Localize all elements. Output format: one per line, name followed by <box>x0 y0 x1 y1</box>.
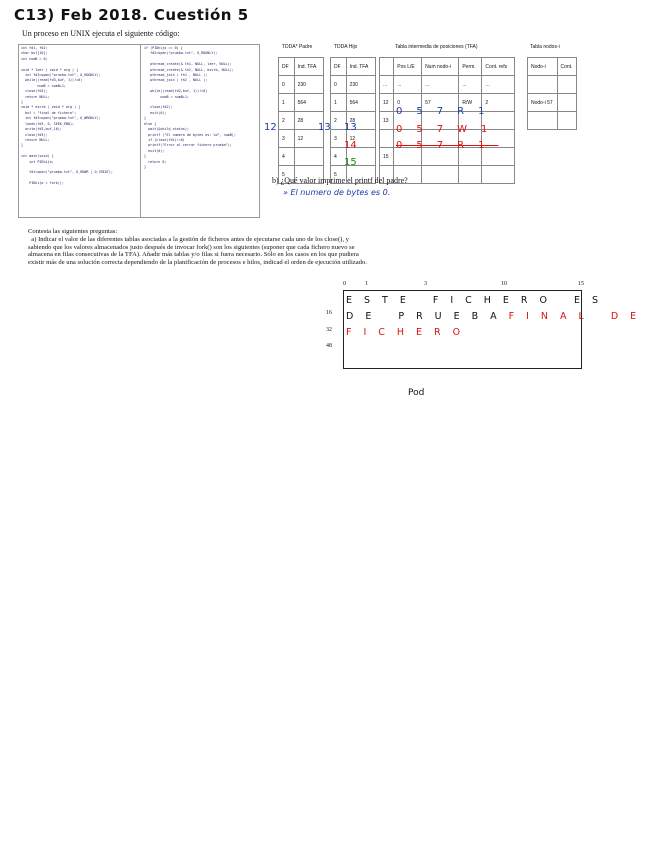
table-header-cell: DF <box>331 58 347 76</box>
table-cell: 3 <box>331 130 347 148</box>
code-line: return 0; <box>144 159 167 164</box>
table-cell: 12 <box>294 130 323 148</box>
table-header-cell: DF <box>279 58 295 76</box>
table-cell: 564 <box>346 94 375 112</box>
code-line: numB = numB+1; <box>21 83 66 88</box>
handwritten-value: 1 <box>478 140 499 151</box>
table-cell <box>557 112 577 130</box>
code-line: else { <box>144 121 157 126</box>
code-line: if (PIDhijo == 0) { <box>144 46 183 50</box>
table-cell: 12 <box>346 130 375 148</box>
left-mark-hijo: 13 <box>318 122 331 133</box>
table-row <box>528 112 577 130</box>
code-line: void * escrb ( void * arg ) { <box>21 105 81 110</box>
grid-row-2 <box>346 311 648 322</box>
table-cell <box>528 76 558 94</box>
table-cell: ... <box>482 76 515 94</box>
code-line: printf("Error al cerrar fichero prueba"); <box>144 143 232 148</box>
handwritten-value: 0 <box>396 124 417 135</box>
grid-row-2-red: FINAL DE <box>508 311 648 322</box>
table-header-cell: Ind. TFA <box>346 58 375 76</box>
table-cell <box>422 166 459 184</box>
table-cell: 0 <box>331 76 347 94</box>
grid-row-1: ESTE FICHERO ES <box>346 295 611 306</box>
grid-tick-3: 3 <box>424 281 427 287</box>
tfa-table <box>379 57 515 184</box>
code-line: pthread_join ( th1 , NULL ); <box>144 73 208 78</box>
table-cell: ... <box>380 76 394 94</box>
code-line: fd2=open("prueba.txt", O_RDONLY); <box>144 51 218 56</box>
question-b: b) ¿Qué valor imprime el printf del padre? <box>272 176 408 185</box>
table-cell: 5 <box>331 166 347 184</box>
code-line: close(fd3); <box>21 89 48 94</box>
table-cell: 2 <box>279 112 295 130</box>
handwritten-value: R <box>457 140 479 151</box>
questions-text: Contesta las siguientes preguntas: a) Indicar el valor de las diferentes tablas asociadas a la gestión de ficheros antes de ejecutarse cada uno de los close(), y sabiendo que los valores almacenados justo después de invocar fork() son los siguientes (suponer que cada fichero nuevo se almacena en filas consecutivas de la TFA). Añadir más tablas y/o filas si fuera necesario. Sólo en los casos en los que pudiera existir más de una solución correcta dependiendo de la planificación de procesos e hilos, indicad el orden de ejecución utilizado. <box>28 228 367 267</box>
table-cell: 230 <box>346 76 375 94</box>
code-line: return NULL; <box>21 94 50 99</box>
code-line: int fd3=open("prueba.txt", O_WRONLY); <box>21 116 101 121</box>
table-cell: 28 <box>346 112 375 130</box>
table-header-row <box>380 58 515 76</box>
table-row <box>279 94 324 112</box>
intro-text: Un proceso en UNIX ejecuta el siguiente código: <box>22 29 180 38</box>
code-listing <box>18 44 260 218</box>
table-header-cell: Ind. TFA <box>294 58 323 76</box>
bottom-scribble: Pod <box>408 388 425 398</box>
code-line: pthread_create(& th1, NULL, leer, NULL); <box>144 62 232 67</box>
code-line: exit(0); <box>144 110 167 115</box>
table-cell <box>557 94 577 112</box>
tfa-row14-handwritten <box>396 124 501 135</box>
nodos-table <box>527 57 577 130</box>
code-line: pthread_join ( th2 , NULL ); <box>144 78 208 83</box>
grid-tick-15: 15 <box>578 281 584 287</box>
code-line: } <box>21 100 24 105</box>
table-cell: 4 <box>279 148 295 166</box>
table-cell: 2 <box>482 94 515 112</box>
tfa-title: Tabla intermedia de posiciones (TFA) <box>395 44 478 50</box>
tdda-padre-table <box>278 57 324 184</box>
table-header-row <box>279 58 324 76</box>
table-cell: ... <box>394 76 422 94</box>
code-line: int PIDhijo; <box>21 159 54 164</box>
tdda-padre-title: TDDA* Padre <box>282 44 313 50</box>
code-line: } <box>144 164 147 169</box>
table-cell: 564 <box>294 94 323 112</box>
tdda-hijo-title: TDDA Hijo <box>334 44 358 50</box>
table-cell: 230 <box>294 76 323 94</box>
handwritten-value: R <box>457 106 479 117</box>
code-divider <box>140 45 141 217</box>
code-line: numB = numB+1; <box>144 94 189 99</box>
grid-tick-0: 0 <box>343 281 346 287</box>
table-cell: R/W <box>459 94 482 112</box>
tfa-row15-handwritten <box>396 140 498 151</box>
code-line: int fd3=open("prueba.txt", O_RDONLY); <box>21 73 101 78</box>
handwritten-value: 57 <box>416 106 458 117</box>
table-header-cell: Nodo-i <box>528 58 558 76</box>
table-row <box>380 76 515 94</box>
code-line: pthread_create(& th2, NULL, escrb, NULL); <box>144 67 234 72</box>
code-line: if (close(fd1)!=0) <box>144 137 185 142</box>
table-cell: 1 <box>279 94 295 112</box>
handwritten-value: 57 <box>416 140 458 151</box>
table-cell: ... <box>422 76 459 94</box>
table-cell <box>482 166 515 184</box>
table-cell: 4 <box>331 148 347 166</box>
handwritten-value: W <box>457 124 481 135</box>
table-header-cell <box>380 58 394 76</box>
table-cell: 3 <box>279 130 295 148</box>
handwritten-value: 0 <box>396 106 417 117</box>
left-mark-padre: 12 <box>264 122 277 133</box>
grid-row-3: FICHERO <box>346 327 473 338</box>
code-line: } <box>21 143 24 148</box>
table-cell: 15 <box>380 148 394 166</box>
code-right-column <box>144 46 236 170</box>
code-line: void * leer ( void * arg ) { <box>21 67 79 72</box>
table-cell: 0 <box>394 94 422 112</box>
table-cell: Nodo-i 57 <box>528 94 558 112</box>
code-line: char buf[10]; <box>21 51 48 56</box>
answer-b: » El numero de bytes es 0. <box>283 188 391 197</box>
code-left-column <box>21 46 113 187</box>
hijo-row5-annotation: 15 <box>344 157 357 168</box>
code-line: PIDhijo = fork(); <box>21 181 64 186</box>
table-cell: 2 <box>331 112 347 130</box>
code-line: return NULL; <box>21 137 50 142</box>
code-line: buf = "final de fichero"; <box>21 110 77 115</box>
tfa-row13-handwritten <box>396 106 498 117</box>
table-header-cell: Cont. refs <box>482 58 515 76</box>
table-row <box>331 94 376 112</box>
table-row <box>279 130 324 148</box>
code-line: fd1=open("prueba.txt", O_RDWR | O_CREAT); <box>21 170 113 175</box>
table-cell <box>557 76 577 94</box>
code-line: printf ("El numero de bytes es: %d", numB); <box>144 132 236 137</box>
hijo-row4-annotation: 14 <box>344 140 357 151</box>
table-cell: 0 <box>279 76 295 94</box>
code-line: int fd1, fd2; <box>21 46 48 50</box>
table-cell: 13 <box>380 112 394 130</box>
file-content-grid <box>343 290 648 369</box>
table-header-cell: Perm. <box>459 58 482 76</box>
grid-row-tick-16: 16 <box>326 310 332 316</box>
handwritten-value: 0 <box>396 140 417 151</box>
code-line: while((read(fd2,buf, 1))!=0) <box>144 89 208 94</box>
code-line: write(fd3,buf,16); <box>21 127 62 132</box>
table-header-row <box>331 58 376 76</box>
grid-row-tick-48: 48 <box>326 343 332 349</box>
code-line: } <box>144 154 147 159</box>
code-line: lseek(fd3, 0, SEEK_END); <box>21 121 75 126</box>
grid-tick-10: 10 <box>501 281 507 287</box>
table-cell <box>528 112 558 130</box>
table-header-cell: Pos L/E <box>394 58 422 76</box>
grid-tick-1: 1 <box>365 281 368 287</box>
table-cell: 57 <box>422 94 459 112</box>
handwritten-value: 57 <box>416 124 458 135</box>
grid-row-tick-32: 32 <box>326 327 332 333</box>
table-cell <box>294 148 323 166</box>
table-cell: ... <box>459 76 482 94</box>
code-line: exit(0); <box>144 148 165 153</box>
table-cell: 28 <box>294 112 323 130</box>
table-cell: 1 <box>331 94 347 112</box>
table-row <box>279 148 324 166</box>
table-cell: 5 <box>279 166 295 184</box>
table-row <box>331 76 376 94</box>
table-cell: 12 <box>380 94 394 112</box>
code-line: } <box>144 116 147 121</box>
table-cell <box>380 130 394 148</box>
table-row <box>528 94 577 112</box>
handwritten-value: 1 <box>481 124 502 135</box>
code-line: close(fd2); <box>144 105 173 110</box>
code-line: int main(void) { <box>21 154 54 159</box>
table-header-row <box>528 58 577 76</box>
page-title: C13) Feb 2018. Cuestión 5 <box>14 6 249 24</box>
code-line: while((read(fd3,buf, 1))!=0) <box>21 78 83 83</box>
code-line: int numB = 0; <box>21 56 48 61</box>
hijo-row3-annotation: 13 <box>344 122 357 133</box>
nodos-title: Tabla nodos-i <box>530 44 560 50</box>
grid-row-2-black: DE PRUEBA <box>346 311 509 322</box>
table-row <box>528 76 577 94</box>
code-line: wait(&child_status); <box>144 127 189 132</box>
table-row <box>279 112 324 130</box>
table-header-cell: Cont. <box>557 58 577 76</box>
table-cell <box>459 166 482 184</box>
table-row <box>279 76 324 94</box>
code-line: close(fd3); <box>21 132 48 137</box>
table-header-cell: Num nodo-i <box>422 58 459 76</box>
handwritten-value: 1 <box>478 106 499 117</box>
